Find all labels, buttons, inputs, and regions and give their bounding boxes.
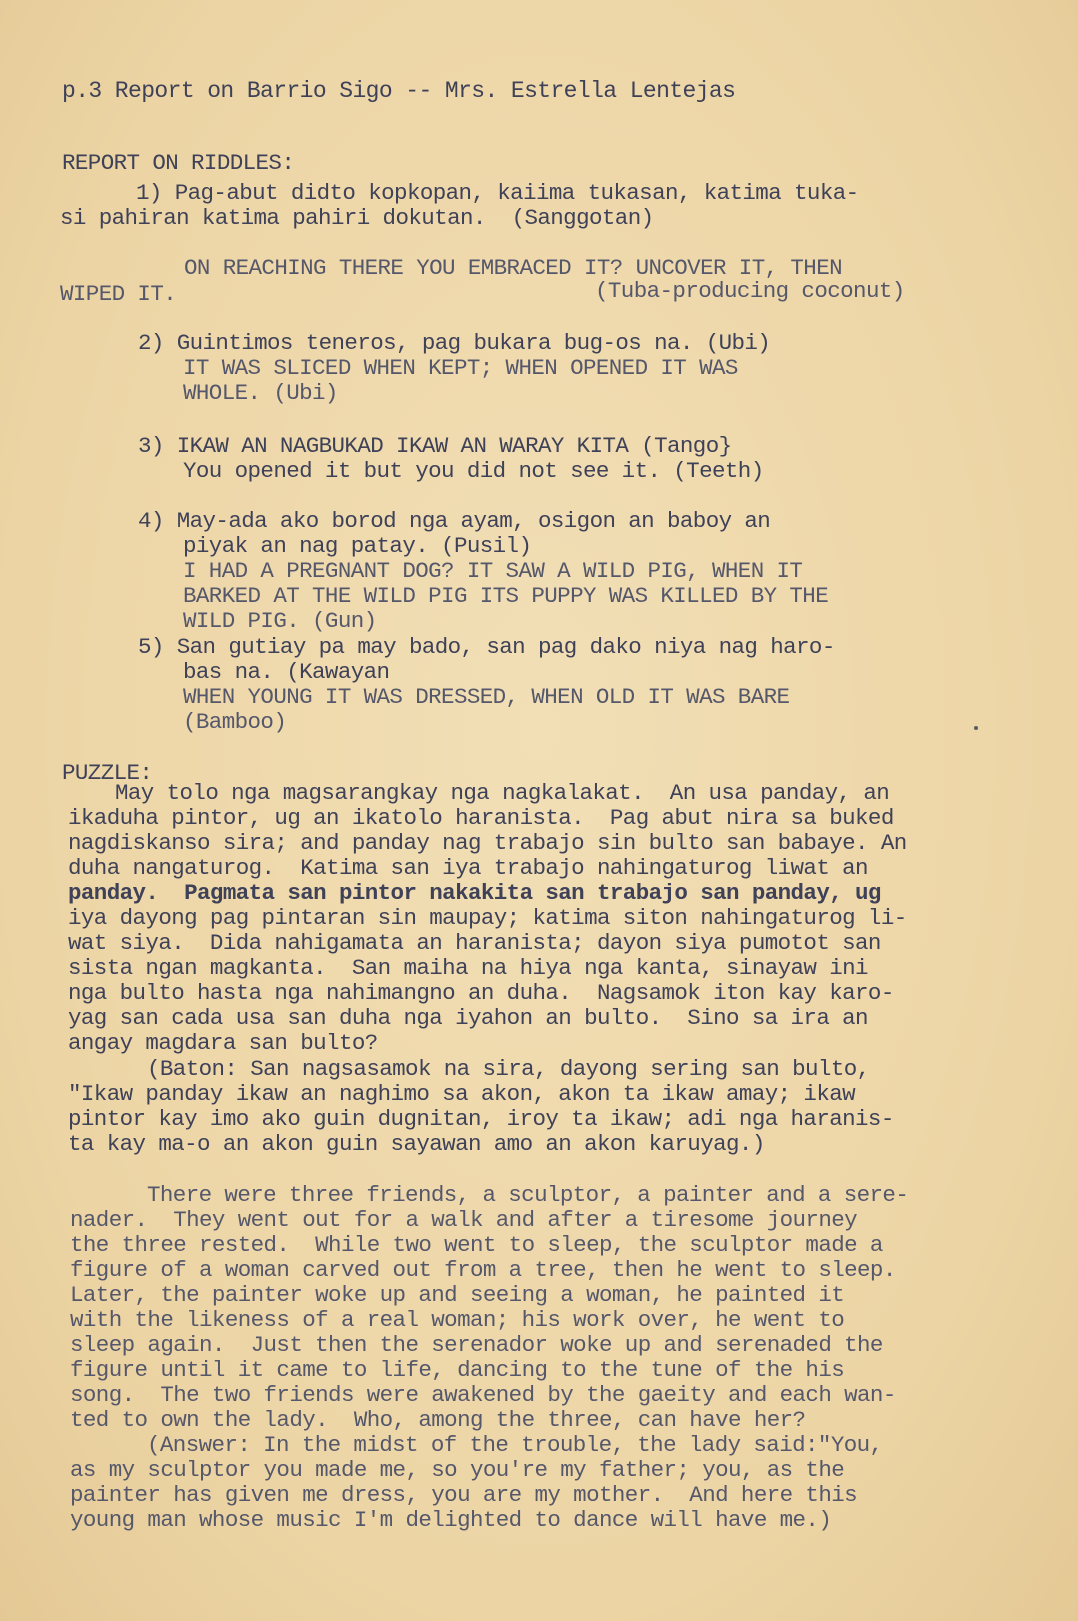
riddle-2-line-3: WHOLE. (Ubi)	[183, 380, 338, 406]
puzzle-waray-answer-line: (Baton: San nagsasamok na sira, dayong sering san bulto,	[147, 1056, 870, 1082]
puzzle-waray-line: iya dayong pag pintaran sin maupay; katima siton nahingaturog li-	[68, 905, 907, 931]
riddle-5-line-4: (Bamboo)	[183, 709, 287, 735]
riddle-4-line-2: piyak an nag patay. (Pusil)	[183, 533, 532, 559]
puzzle-english-answer-line: painter has given me dress, you are my mother. And here this	[70, 1482, 858, 1508]
riddle-4-line-1: 4) May-ada ako borod nga ayam, osigon an baboy an	[138, 508, 771, 534]
riddle-2-line-2: IT WAS SLICED WHEN KEPT; WHEN OPENED IT WAS	[183, 355, 738, 381]
riddle-1-line-2: si pahiran katima pahiri dokutan. (Sanggotan)	[60, 205, 654, 231]
ink-dot	[974, 726, 978, 730]
riddle-1-translation-1: ON REACHING THERE YOU EMBRACED IT? UNCOVER IT, THEN	[184, 255, 843, 281]
riddle-5-line-2: bas na. (Kawayan	[183, 659, 390, 685]
riddle-3-line-2: You opened it but you did not see it. (Teeth)	[183, 458, 764, 484]
puzzle-waray-answer-line: ta kay ma-o an akon guin sayawan amo an akon karuyag.)	[68, 1131, 765, 1157]
puzzle-english-line: the three rested. While two went to sleep, the sculptor made a	[70, 1232, 883, 1258]
puzzle-english-line: with the likeness of a real woman; his work over, he went to	[70, 1307, 845, 1333]
puzzle-waray-line: sista ngan magkanta. San maiha na hiya nga kanta, sinayaw ini	[68, 955, 868, 981]
puzzle-waray-line: wat siya. Dida nahigamata an haranista; dayon siya pumotot san	[68, 930, 881, 956]
puzzle-english-line: ted to own the lady. Who, among the three, can have her?	[70, 1407, 806, 1433]
puzzle-english-line: There were three friends, a sculptor, a painter and a sere-	[147, 1182, 909, 1208]
puzzle-english-line: figure until it came to life, dancing to the tune of the his	[70, 1357, 845, 1383]
riddle-3-line-1: 3) IKAW AN NAGBUKAD IKAW AN WARAY KITA (Tango}	[138, 433, 732, 459]
puzzle-waray-line: duha nangaturog. Katima san iya trabajo nahingaturog liwat an	[68, 855, 868, 881]
page-header: p.3 Report on Barrio Sigo -- Mrs. Estrella Lentejas	[62, 78, 736, 104]
riddle-1-line-1: 1) Pag-abut didto kopkopan, kaiima tukasan, katima tuka-	[136, 180, 859, 206]
riddle-5-line-3: WHEN YOUNG IT WAS DRESSED, WHEN OLD IT WAS BARE	[183, 684, 790, 710]
puzzle-english-line: Later, the painter woke up and seeing a woman, he painted it	[70, 1282, 845, 1308]
riddle-1-translation-3: (Tuba-producing coconut)	[595, 278, 905, 304]
puzzle-waray-line: nga bulto hasta nga nahimangno an duha. Nagsamok iton kay karo-	[68, 980, 894, 1006]
puzzle-english-answer-line: (Answer: In the midst of the trouble, the lady said:"You,	[147, 1432, 883, 1458]
riddle-2-line-1: 2) Guintimos teneros, pag bukara bug-os na. (Ubi)	[138, 330, 771, 356]
puzzle-waray-line: angay magdara san bulto?	[68, 1030, 378, 1056]
riddle-4-line-5: WILD PIG. (Gun)	[183, 608, 377, 634]
puzzle-english-line: song. The two friends were awakened by the gaeity and each wan-	[70, 1382, 896, 1408]
riddles-heading: REPORT ON RIDDLES:	[62, 150, 295, 176]
puzzle-waray-line: ikaduha pintor, ug an ikatolo haranista. Pag abut nira sa buked	[68, 805, 894, 831]
puzzle-waray-line: May tolo nga magsarangkay nga nagkalakat. An usa panday, an	[115, 780, 890, 806]
puzzle-waray-line: yag san cada usa san duha nga iyahon an bulto. Sino sa ira an	[68, 1005, 868, 1031]
puzzle-waray-answer-line: "Ikaw panday ikaw an naghimo sa akon, akon ta ikaw amay; ikaw	[68, 1081, 856, 1107]
puzzle-waray-line: panday. Pagmata san pintor nakakita san trabajo san panday, ug	[68, 880, 881, 906]
puzzle-english-answer-line: as my sculptor you made me, so you're my father; you, as the	[70, 1457, 845, 1483]
puzzle-english-line: sleep again. Just then the serenador woke up and serenaded the	[70, 1332, 883, 1358]
puzzle-waray-answer-line: pintor kay imo ako guin dugnitan, iroy ta ikaw; adi nga haranis-	[68, 1106, 894, 1132]
riddle-4-line-3: I HAD A PREGNANT DOG? IT SAW A WILD PIG, WHEN IT	[183, 558, 803, 584]
puzzle-english-line: figure of a woman carved out from a tree, then he went to sleep.	[70, 1257, 896, 1283]
riddle-1-translation-2: WIPED IT.	[60, 281, 177, 307]
puzzle-waray-line: nagdiskanso sira; and panday nag trabajo sin bulto san babaye. An	[68, 830, 907, 856]
puzzle-english-line: nader. They went out for a walk and after a tiresome journey	[70, 1207, 858, 1233]
riddle-4-line-4: BARKED AT THE WILD PIG ITS PUPPY WAS KILLED BY THE	[183, 583, 829, 609]
puzzle-english-answer-line: young man whose music I'm delighted to dance will have me.)	[70, 1507, 832, 1533]
puzzle-heading: PUZZLE:	[62, 760, 153, 786]
riddle-5-line-1: 5) San gutiay pa may bado, san pag dako niya nag haro-	[138, 634, 835, 660]
